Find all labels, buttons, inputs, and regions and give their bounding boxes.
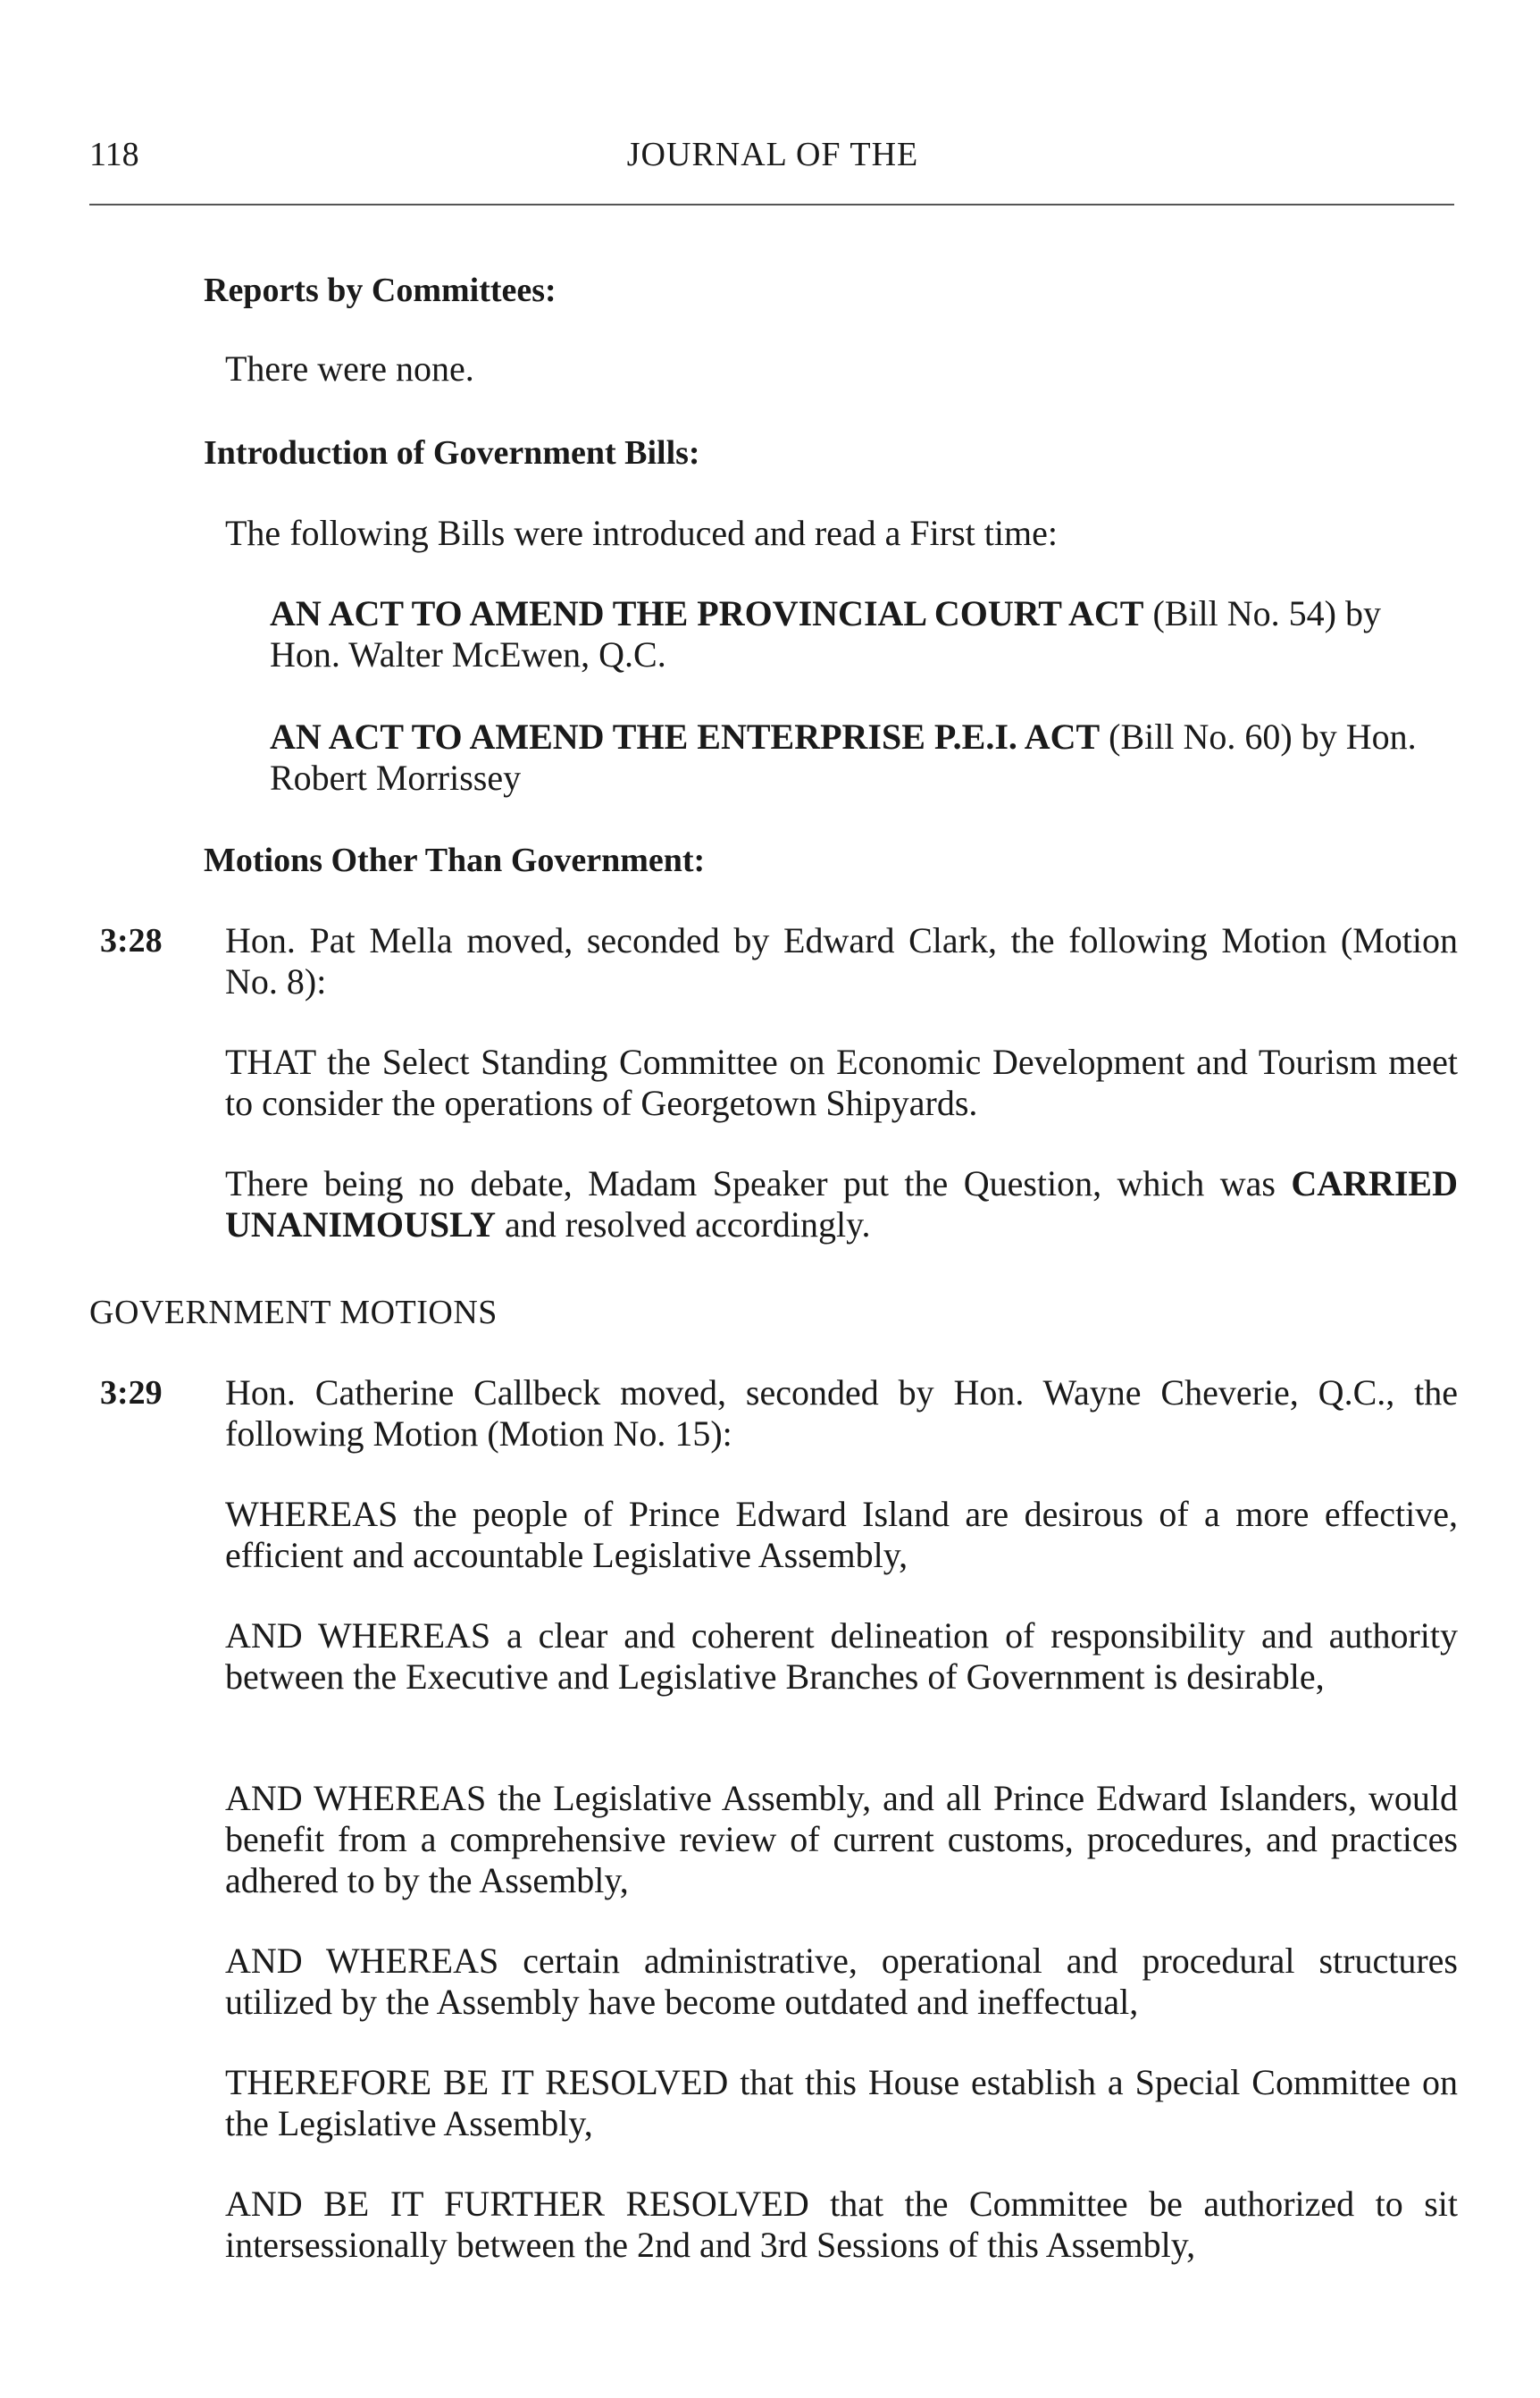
motions-other-heading: Motions Other Than Government: — [204, 842, 706, 879]
running-head: JOURNAL OF THE — [626, 136, 919, 173]
gov-bills-heading: Introduction of Government Bills: — [204, 434, 700, 472]
time-marker: 3:29 — [100, 1374, 163, 1412]
resolved-clause: AND BE IT FURTHER RESOLVED that the Committee be authorized to sit intersessionally between the 2nd and 3rd Sessions of this Assembly, — [225, 2184, 1458, 2265]
page-header — [89, 134, 1456, 188]
gov-bills-intro: The following Bills were introduced and read a First time: — [225, 513, 1058, 553]
bill-detail: (Bill No. 60) by Hon. Robert Morrissey — [270, 717, 1417, 798]
bill-title: AN ACT TO AMEND THE PROVINCIAL COURT ACT — [270, 593, 1144, 633]
reports-text: There were none. — [225, 348, 474, 389]
bill-detail: (Bill No. 54) by Hon. Walter McEwen, Q.C. — [270, 593, 1381, 675]
time-marker: 3:28 — [100, 922, 163, 960]
motion-moved-text: Hon. Pat Mella moved, seconded by Edward Clark, the following Motion (Motion No. 8): — [225, 920, 1458, 1002]
gov-motion-moved-text: Hon. Catherine Callbeck moved, seconded by Hon. Wayne Cheverie, Q.C., the following Motion (Motion No. 15): — [225, 1372, 1458, 1454]
result-carried: CARRIED UNANIMOUSLY — [225, 1163, 1458, 1245]
motion-result — [225, 1163, 1458, 1245]
whereas-clause: AND WHEREAS certain administrative, operational and procedural structures utilized by the Assembly have become outdated and ineffectual, — [225, 1941, 1458, 2022]
result-text-pre: There being no debate, Madam Speaker put the Question, which was — [225, 1163, 1292, 1203]
whereas-clause: AND WHEREAS a clear and coherent delineation of responsibility and authority between the Executive and Legislative Branches of Government is desirable, — [225, 1615, 1458, 1697]
result-text-post: and resolved accordingly. — [496, 1204, 871, 1245]
bill-entry — [270, 717, 1458, 799]
whereas-clause: WHEREAS the people of Prince Edward Island are desirous of a more effective, efficient and accountable Legislative Assembly, — [225, 1494, 1458, 1575]
page-number: 118 — [89, 136, 139, 173]
whereas-clause: AND WHEREAS the Legislative Assembly, and all Prince Edward Islanders, would benefit from a comprehensive review of current customs, procedures, and practices adhered to by the Assembly, — [225, 1778, 1458, 1900]
gov-motions-heading: GOVERNMENT MOTIONS — [89, 1294, 498, 1331]
bill-entry — [270, 593, 1458, 675]
motion-that-clause: THAT the Select Standing Committee on Economic Development and Tourism meet to consider the operations of Georgetown Shipyards. — [225, 1042, 1458, 1123]
resolved-clause: THEREFORE BE IT RESOLVED that this House establish a Special Committee on the Legislative Assembly, — [225, 2062, 1458, 2143]
header-rule — [89, 204, 1454, 205]
reports-heading: Reports by Committees: — [204, 272, 557, 309]
bill-title: AN ACT TO AMEND THE ENTERPRISE P.E.I. ACT — [270, 717, 1101, 757]
